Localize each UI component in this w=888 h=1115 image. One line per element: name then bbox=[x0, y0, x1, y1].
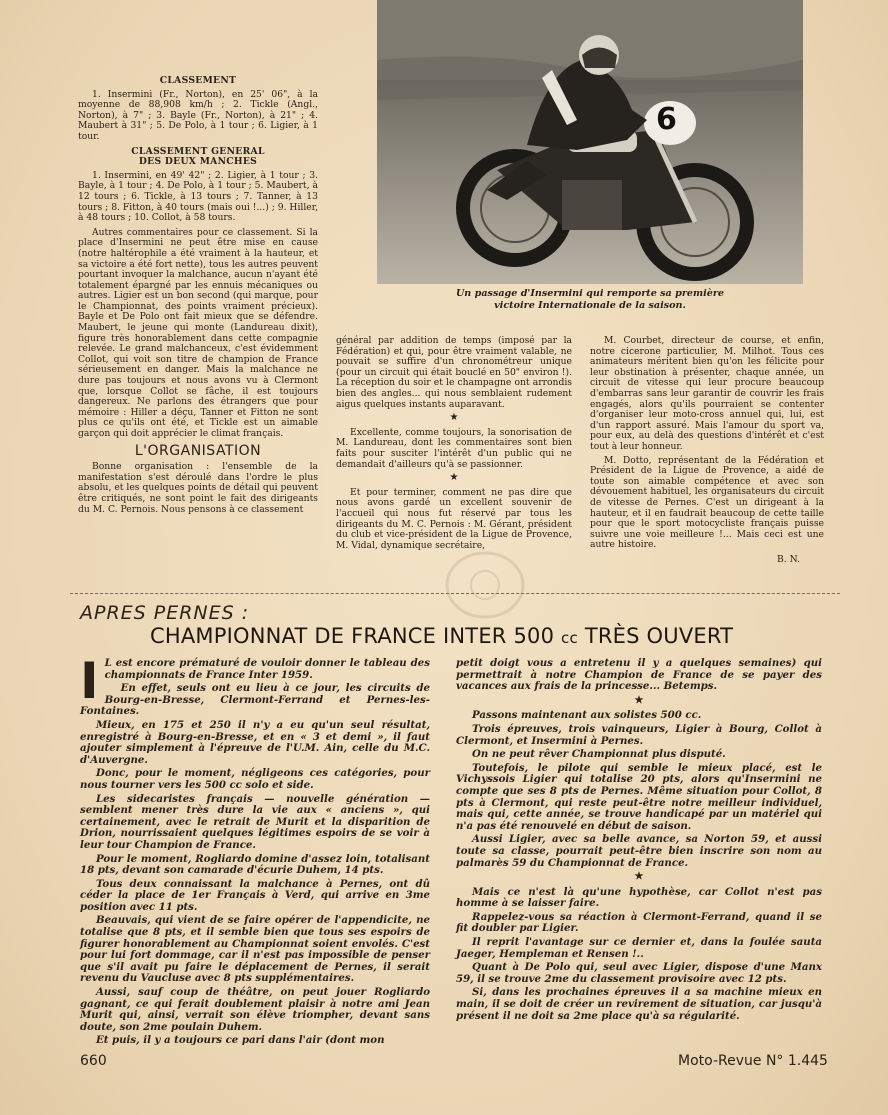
page-number: 660 bbox=[80, 1053, 107, 1069]
middle-paragraph-3: Et pour terminer, comment ne pas dire que nous avons gardé un excellent souvenir de l'accueil qui nous fut réservé par tous les dirigeants du M. C. Pernois : M. Gérant, président du club et vice-président de la Ligue de Provence, M. Vidal, dynamique secrétaire, bbox=[336, 486, 572, 551]
article-paragraph: Les sidecaristes français — nouvelle génération — semblent mener très dure la vie aux « anciens », qui certainement, avec le retrait de Murit et la disparition de Drion, nourrissaient quelques légitimes espoirs de se voir à leur tour Champion de France. bbox=[80, 792, 430, 851]
right-paragraph-1: M. Courbet, directeur de course, et enfin, notre cicerone particulier, M. Milhot. Tous ces animateurs méritent bien qu'on les félicite pour leur obstination à présenter, chaque année, un circuit de vitesse qui leur procure beaucoup d'embarras sans leur garantir de couvrir les frais engagés, alors qu'ils pourraient se contenter d'organiser leur moto-cross annuel qui, lui, est d'un rapport assuré. Mais l'amour du sport va, pour eux, au delà des questions d'intérêt et c'est tout à leur honneur. bbox=[590, 335, 824, 452]
drop-cap: I bbox=[80, 652, 99, 710]
article-paragraph: Mais ce n'est là qu'une hypothèse, car Collot n'est pas homme à se laisser faire. bbox=[456, 885, 822, 910]
star-separator-2: ★ bbox=[449, 472, 459, 484]
classement-general-title-2: DES DEUX MANCHES bbox=[138, 156, 258, 168]
headline-cc: cc bbox=[561, 629, 578, 647]
results-column bbox=[78, 74, 318, 518]
article-paragraph: Passons maintenant aux solistes 500 cc. bbox=[472, 709, 702, 722]
signature: B. N. bbox=[777, 553, 800, 565]
headline-end: TRÈS OUVERT bbox=[584, 624, 734, 648]
motorcycle-illustration bbox=[377, 0, 803, 284]
article-paragraph: Tous deux connaissant la malchance à Pernes, ont dû céder la place de 1er Français à Verd, qui arrive en 3me position avec 11 pts. bbox=[80, 877, 430, 913]
middle-paragraph-2: Excellente, comme toujours, la sonorisation de M. Landureau, dont les commentaires sont bien faits pour susciter l'intérêt d'un public qui ne demandait d'ailleurs qu'à se passionner. bbox=[336, 426, 572, 470]
article-paragraph: Mieux, en 175 et 250 il n'y a eu qu'un seul résultat, enregistré à Bourg-en-Bresse, et en « 3 et demi », il faut ajouter simplement à l'épreuve de l'U.M. Ain, celle du M.C. d'Auvergne. bbox=[80, 718, 430, 766]
organisation-heading: L'ORGANISATION bbox=[134, 442, 262, 459]
classement-title: CLASSEMENT bbox=[159, 75, 237, 86]
race-photo bbox=[377, 0, 803, 284]
star-separator-3: ★ bbox=[634, 694, 644, 706]
article-paragraph: Il reprit l'avantage sur ce dernier et, dans la foulée sauta Jaeger, Hempleman et Rensen !.. bbox=[456, 936, 822, 960]
article-paragraph: Si, dans les prochaines épreuves il a sa machine mieux en main, il se doit de créer un revirement de situation, car jusqu'à présent il ne doit sa 2me place qu'à sa régularité. bbox=[456, 986, 822, 1022]
photo-caption: Un passage d'Insermini qui remporte sa première victoire Internationale de la saison. bbox=[455, 288, 725, 311]
headline-main: CHAMPIONNAT DE FRANCE INTER 500 bbox=[150, 624, 555, 648]
article-paragraph: Pour le moment, Rogliardo domine d'assez loin, totalisant 18 pts, devant son camarade d'écurie Duhem, 14 pts. bbox=[80, 852, 430, 877]
article-paragraph: L est encore prématuré de vouloir donner le tableau des championnats de France Inter 1959. bbox=[104, 657, 430, 681]
article-paragraph: Toutefois, le pilote qui semble le mieux placé, est le Vichyssois Ligier qui totalise 20 pts, alors qu'Insermini ne compte que ses 8 pts de Pernes. Même situation pour Collot, 8 pts à Clermont, qui reste peut-être notre meilleur individuel, mais qui, cette année, se trouve handicapé par un matériel qui n'a pas été renouvelé en début de saison. bbox=[456, 761, 822, 832]
article-paragraph: En effet, seuls ont eu lieu à ce jour, les circuits de Bourg-en-Bresse, Clermont-Ferrand et Pernes-les-Fontaines. bbox=[80, 682, 430, 718]
star-separator-4: ★ bbox=[634, 871, 644, 883]
middle-column bbox=[336, 336, 572, 554]
article-paragraph: Donc, pour le moment, négligeons ces catégories, pour nous tourner vers les 500 cc solo et side. bbox=[80, 767, 430, 791]
article-paragraph: Quant à De Polo qui, seul avec Ligier, dispose d'une Manx 59, il se trouve 2me du classement provisoire avec 12 pts. bbox=[456, 961, 822, 985]
right-paragraph-2: M. Dotto, représentant de la Fédération et Président de la Ligue de Provence, a aidé de toute son aimable compétence et avec son dévouement habituel, les organisateurs du circuit de vitesse de Pernes. C'est un dirigeant à la hauteur, et il en faudrait beaucoup de cette taille pour que le sport motocycliste français puisse suivre une voie meilleure !... Mais ceci est une autre histoire. bbox=[590, 454, 824, 551]
race-number: 6 bbox=[656, 102, 677, 137]
article-paragraph: Aussi Ligier, avec sa belle avance, sa Norton 59, et aussi toute sa classe, pourrait peut-être bien inscrire son nom au palmarès 59 du Championnat de France. bbox=[456, 833, 822, 869]
stamp-watermark bbox=[440, 545, 530, 625]
magazine-issue: Moto-Revue N° 1.445 bbox=[678, 1053, 828, 1069]
article-paragraph: Et puis, il y a toujours ce pari dans l'air (dont mon bbox=[96, 1034, 385, 1047]
middle-paragraph-1: général par addition de temps (imposé par la Fédération) et qui, pour être vraiment valable, ne pouvait se suffire d'un chronométreur unique (pour un circuit qui était bouclé en 50" environ !). La réception du soir et le champagne ont arrondis bien des angles... qui nous semblaient rudement aigus quelques instants auparavant. bbox=[336, 335, 572, 410]
right-column bbox=[590, 336, 824, 565]
article-paragraph: Beauvais, qui vient de se faire opérer de l'appendicite, ne totalise que 8 pts, et il semble bien que tous ses espoirs de figurer honorablement au Championnat soient envolés. C'est pour lui fort dommage, car il n'est pas impossible de penser que s'il avait pu faire le déplacement de Pernes, il serait revenu du Vaucluse avec 8 pts supplémentaires. bbox=[80, 914, 430, 985]
article-paragraph: Aussi, sauf coup de théâtre, on peut jouer Rogliardo gagnant, ce qui ferait doublement plaisir à notre ami Jean Murit qui, ainsi, verrait son élève triompher, devant sans doute, son 2me poulain Duhem. bbox=[80, 986, 430, 1033]
article-left-column bbox=[80, 652, 430, 1049]
article-paragraph: On ne peut rêver Championnat plus disputé. bbox=[472, 748, 726, 761]
general-results: 1. Insermini, en 49' 42" ; 2. Ligier, à 1 tour ; 3. Bayle, à 1 tour ; 4. De Polo, à 1 tour ; 5. Maubert, à 12 tours ; 6. Tickle, à 13 tours ; 7. Tanner, à 13 tours ; 8. Fitton, à 40 tours (mais oui !...) ; 9. Hiller, à 48 tours ; 10. Collot, à 58 tours. bbox=[78, 169, 318, 224]
classement-general-title-1: CLASSEMENT GENERAL bbox=[131, 145, 265, 157]
article-paragraph: petit doigt vous a entretenu il y a quelques semaines) qui permettrait à notre Champion de France de se payer des vacances aux frais de la princesse... Betemps. bbox=[456, 657, 822, 693]
article-right-column bbox=[456, 658, 822, 1024]
classement-results: 1. Insermini (Fr., Norton), en 25' 06", à la moyenne de 88,908 km/h ; 2. Tickle (Angl., Norton), à 7" ; 3. Bayle (Fr., Norton), à 21" ; 4. Maubert à 31" ; 5. De Polo, à 1 tour ; 6. Ligier, à 1 tour. bbox=[78, 88, 318, 142]
organisation-paragraph: Bonne organisation : l'ensemble de la manifestation s'est déroulé dans l'ordre le plus absolu, et les quelques points de détail qui peuvent être critiqués, ne sont point le fait des dirigeants du M. C. Pernois. Nous pensons à ce classement bbox=[78, 461, 318, 515]
article-kicker: APRES PERNES : bbox=[80, 602, 250, 624]
star-separator-1: ★ bbox=[449, 412, 459, 424]
section-divider bbox=[70, 593, 840, 594]
article-paragraph: Rappelez-vous sa réaction à Clermont-Ferrand, quand il se fit doubler par Ligier. bbox=[456, 910, 822, 935]
commentaires-paragraph: Autres commentaires pour ce classement. Si la place d'Insermini ne peut être mise en cause (notre haltérophile a été vraiment à la hauteur, et sa victoire a été fort nette), tous les autres peuvent pourtant invoquer la malchance, aucun n'ayant été totalement épargné par les ennuis mécaniques ou autres. Ligier est un bon second (qui marque, pour le Championnat, des points vraiment précieux). Bayle et De Polo ont fait mieux que se défendre. Maubert, le jeune qui monte (Landureau dixit), figure très honorablement dans cette compagnie relevée. Le grand malchanceux, c'est évidemment Collot, qui voit son titre de champion de France sérieusement en danger. Mais la malchance ne dure pas toujours et nous avons vu à Clermont que, lorsque Collot se fâche, il est toujours dangereux. Ne parlons des étrangers que pour mémoire : Hiller a déçu, Tanner et Fitton ne sont plus ce qu'ils ont été, et Tickle est un aimable garçon qui doit apprécier le climat français. bbox=[78, 226, 318, 439]
article-paragraph: Trois épreuves, trois vainqueurs, Ligier à Bourg, Collot à Clermont, et Insermini à Pernes. bbox=[456, 722, 822, 747]
article-headline bbox=[150, 624, 770, 648]
